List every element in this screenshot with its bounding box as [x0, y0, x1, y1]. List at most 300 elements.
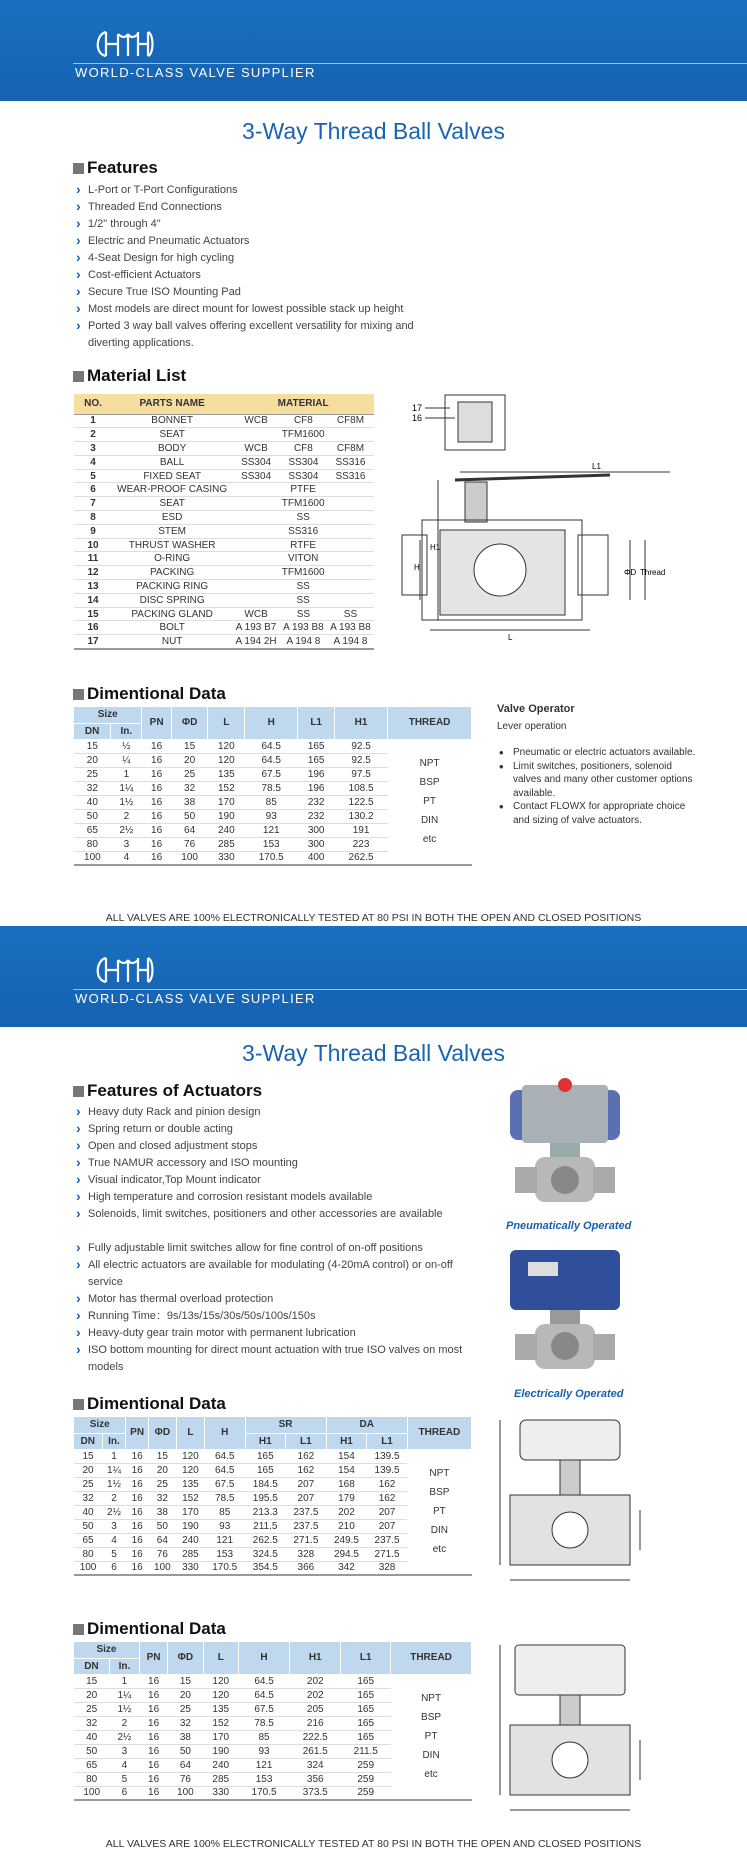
- table-cell: 16: [142, 795, 171, 809]
- col-size: Size: [74, 707, 142, 723]
- table-cell: 16: [139, 1786, 167, 1800]
- table-cell: 2½: [111, 823, 142, 837]
- table-cell: 16: [139, 1716, 167, 1730]
- dim-l-label: L: [508, 633, 513, 642]
- material-list-heading: Material List: [73, 366, 186, 386]
- table-cell: 162: [286, 1449, 327, 1463]
- table-cell: 38: [171, 795, 208, 809]
- table-cell: 162: [367, 1491, 408, 1505]
- thread-type: BSP: [429, 1487, 450, 1499]
- dim-data-heading-3: Dimentional Data: [73, 1619, 226, 1639]
- table-cell: 20: [171, 753, 208, 767]
- table-cell: STEM: [112, 524, 232, 538]
- table-cell: 195.5: [245, 1491, 286, 1505]
- dim-d-label: ΦD: [624, 568, 637, 577]
- dim-h-label: H: [414, 563, 420, 572]
- col-h1: H1: [290, 1642, 341, 1674]
- table-cell: 92.5: [335, 753, 388, 767]
- dim-l1-label: L1: [592, 462, 601, 471]
- electric-caption: Electrically Operated: [514, 1388, 624, 1400]
- table-cell: 211.5: [245, 1519, 286, 1533]
- table-cell: A 193 B7: [232, 621, 280, 635]
- table-cell: 32: [74, 1491, 102, 1505]
- table-cell: 222.5: [290, 1730, 341, 1744]
- table-cell: 330: [176, 1561, 204, 1575]
- valve-operator-bullets: [497, 746, 697, 827]
- table-row: [74, 1674, 472, 1688]
- table-cell: 16: [139, 1730, 167, 1744]
- table-cell: TFM1600: [232, 566, 374, 580]
- col-d: ΦD: [148, 1417, 176, 1449]
- table-cell: 10: [74, 538, 112, 552]
- square-bullet-icon: [73, 371, 84, 382]
- dim-table-3: [74, 1642, 472, 1801]
- table-cell: SEAT: [112, 428, 232, 442]
- feature-item: › Visual indicator,Top Mount indicator: [74, 1172, 474, 1189]
- table-cell: CF8M: [327, 442, 374, 456]
- col-sr-l1: L1: [286, 1433, 327, 1449]
- table-cell: 50: [74, 809, 111, 823]
- table-cell: 202: [290, 1688, 341, 1702]
- col-l: L: [203, 1642, 238, 1674]
- table-cell: A 193 B8: [280, 621, 327, 635]
- table-cell: 64: [171, 823, 208, 837]
- table-cell: 165: [341, 1688, 391, 1702]
- company-logo: [92, 28, 154, 60]
- feature-item: › Threaded End Connections: [74, 199, 414, 216]
- table-cell: 170: [208, 795, 245, 809]
- table-row: [74, 414, 374, 428]
- table-cell: 152: [208, 781, 245, 795]
- table-cell: 130.2: [335, 809, 388, 823]
- table-cell: 232: [298, 795, 335, 809]
- table-cell: 1: [109, 1674, 139, 1688]
- test-footer-2: ALL VALVES ARE 100% ELECTRONICALLY TESTED AT 80 PSI IN BOTH THE OPEN AND CLOSED POSITIONS: [105, 1838, 642, 1850]
- table-cell: 373.5: [290, 1786, 341, 1800]
- table-cell: 100: [74, 1786, 109, 1800]
- feature-item: › Secure True ISO Mounting Pad: [74, 284, 414, 301]
- table-row: [74, 442, 374, 456]
- table-cell: 152: [176, 1491, 204, 1505]
- table-cell: 232: [298, 809, 335, 823]
- table-cell: 38: [148, 1505, 176, 1519]
- table-cell: 80: [74, 1547, 102, 1561]
- table-cell: 165: [341, 1716, 391, 1730]
- feature-item: › Electric and Pneumatic Actuators: [74, 233, 414, 250]
- table-cell: 196: [298, 767, 335, 781]
- table-cell: 16: [142, 837, 171, 851]
- table-cell: 240: [208, 823, 245, 837]
- table-cell: 1½: [109, 1702, 139, 1716]
- table-cell: 16: [126, 1547, 148, 1561]
- dim-h1-label: H1: [430, 543, 441, 552]
- valve-operator-panel: [497, 703, 697, 827]
- table-cell: 191: [335, 823, 388, 837]
- table-cell: 300: [298, 823, 335, 837]
- table-cell: 328: [367, 1561, 408, 1575]
- col-l1: L1: [341, 1642, 391, 1674]
- table-cell: 20: [74, 1688, 109, 1702]
- table-cell: 237.5: [286, 1505, 327, 1519]
- table-cell: PTFE: [232, 483, 374, 497]
- table-cell: PACKING RING: [112, 580, 232, 594]
- feature-item: › Heavy duty Rack and pinion design: [74, 1104, 474, 1121]
- table-cell: ½: [111, 739, 142, 753]
- table-cell: 168: [326, 1477, 367, 1491]
- table-cell: BONNET: [112, 414, 232, 428]
- table-cell: 32: [171, 781, 208, 795]
- col-size: Size: [74, 1642, 139, 1658]
- table-row: [74, 739, 472, 753]
- thread-type: DIN: [422, 1750, 440, 1762]
- col-pn: PN: [142, 707, 171, 739]
- table-cell: 211.5: [341, 1744, 391, 1758]
- table-cell: 16: [139, 1744, 167, 1758]
- dim-data-heading-2: Dimentional Data: [73, 1394, 226, 1414]
- table-cell: 190: [203, 1744, 238, 1758]
- feature-item: › Cost-efficient Actuators: [74, 267, 414, 284]
- table-cell: SS: [232, 593, 374, 607]
- table-row: [74, 607, 374, 621]
- col-in: In.: [111, 723, 142, 739]
- table-cell: 15: [74, 607, 112, 621]
- table-cell: 184.5: [245, 1477, 286, 1491]
- table-cell: 25: [74, 1477, 102, 1491]
- electric-valve-drawing: [490, 1640, 650, 1825]
- square-bullet-icon: [73, 1399, 84, 1410]
- table-cell: 165: [341, 1674, 391, 1688]
- table-cell: 170.5: [238, 1786, 289, 1800]
- table-cell: 207: [286, 1477, 327, 1491]
- dim-table-2: [74, 1417, 472, 1576]
- table-cell: 93: [204, 1519, 245, 1533]
- thread-type: DIN: [420, 815, 439, 827]
- banner-tagline: WORLD-CLASS VALVE SUPPLIER: [75, 65, 316, 80]
- table-cell: 1½: [102, 1477, 126, 1491]
- table-row: [74, 469, 374, 483]
- pneumatic-actuator-image: [500, 1075, 640, 1215]
- table-cell: 196: [298, 781, 335, 795]
- table-cell: 165: [341, 1702, 391, 1716]
- dim-table-1: [74, 707, 472, 866]
- table-cell: 16: [139, 1688, 167, 1702]
- valve-operator-sub: Lever operation: [497, 721, 567, 732]
- table-cell: 259: [341, 1772, 391, 1786]
- feature-item: › Heavy-duty gear train motor with permanent lubrication: [74, 1325, 474, 1342]
- table-cell: 2½: [102, 1505, 126, 1519]
- table-cell: 16: [126, 1463, 148, 1477]
- square-bullet-icon: [73, 1624, 84, 1635]
- table-cell: 121: [245, 823, 298, 837]
- table-cell: 202: [290, 1674, 341, 1688]
- table-cell: 4: [74, 455, 112, 469]
- company-logo: [92, 954, 154, 986]
- material-col-header: NO.: [74, 394, 112, 414]
- operator-bullet: • Contact FLOWX for appropriate choice and sizing of valve actuators.: [497, 800, 697, 827]
- table-cell: SS: [232, 511, 374, 525]
- table-row: [74, 580, 374, 594]
- table-cell: 20: [168, 1688, 203, 1702]
- table-cell: 190: [176, 1519, 204, 1533]
- table-cell: 324.5: [245, 1547, 286, 1561]
- col-da: DA: [326, 1417, 407, 1433]
- table-cell: 4: [102, 1533, 126, 1547]
- table-cell: 16: [139, 1758, 167, 1772]
- operator-bullet: • Limit switches, positioners, solenoid valves and many other customer options available.: [497, 760, 697, 801]
- table-cell: 25: [168, 1702, 203, 1716]
- thread-type: NPT: [421, 1693, 442, 1705]
- col-d: ΦD: [171, 707, 208, 739]
- table-cell: 32: [74, 781, 111, 795]
- table-cell: 67.5: [245, 767, 298, 781]
- thread-type: etc: [432, 1544, 447, 1556]
- feature-item: › Most models are direct mount for lowest possible stack up height: [74, 301, 414, 318]
- table-cell: RTFE: [232, 538, 374, 552]
- thread-types-cell: [407, 1449, 471, 1575]
- table-cell: 120: [176, 1449, 204, 1463]
- table-cell: 120: [208, 739, 245, 753]
- table-cell: SEAT: [112, 497, 232, 511]
- table-cell: 121: [204, 1533, 245, 1547]
- table-cell: 237.5: [367, 1533, 408, 1547]
- table-cell: 65: [74, 823, 111, 837]
- table-row: [74, 593, 374, 607]
- table-cell: 262.5: [245, 1533, 286, 1547]
- table-cell: 32: [148, 1491, 176, 1505]
- table-cell: A 194 8: [327, 635, 374, 649]
- table-cell: 5: [74, 469, 112, 483]
- table-cell: 78.5: [245, 781, 298, 795]
- table-cell: 80: [74, 837, 111, 851]
- col-d: ΦD: [168, 1642, 203, 1674]
- table-cell: WCB: [232, 414, 280, 428]
- table-cell: 32: [74, 1716, 109, 1730]
- table-cell: 152: [203, 1716, 238, 1730]
- table-cell: 100: [74, 1561, 102, 1575]
- col-l: L: [176, 1417, 204, 1449]
- actuator-features-list: [74, 1104, 474, 1223]
- table-cell: 285: [208, 837, 245, 851]
- table-cell: 1¼: [109, 1688, 139, 1702]
- table-cell: WCB: [232, 442, 280, 456]
- table-cell: 15: [74, 1674, 109, 1688]
- table-row: [74, 1449, 472, 1463]
- table-cell: 205: [290, 1702, 341, 1716]
- table-row: [74, 538, 374, 552]
- table-cell: 330: [203, 1786, 238, 1800]
- table-cell: WEAR-PROOF CASING: [112, 483, 232, 497]
- part-17-label: 17: [412, 403, 423, 413]
- table-cell: 15: [171, 739, 208, 753]
- table-cell: SS316: [327, 469, 374, 483]
- table-cell: 25: [171, 767, 208, 781]
- part-16-label: 16: [412, 413, 423, 423]
- table-cell: 50: [74, 1744, 109, 1758]
- table-cell: 1: [102, 1449, 126, 1463]
- pneumatic-valve-drawing: [490, 1415, 650, 1600]
- table-row: [74, 483, 374, 497]
- col-h1: H1: [335, 707, 388, 739]
- thread-types-cell: [388, 739, 472, 865]
- table-cell: 1: [111, 767, 142, 781]
- thread-type: PT: [423, 796, 436, 808]
- table-cell: SS: [327, 607, 374, 621]
- table-cell: 16: [139, 1702, 167, 1716]
- table-cell: 15: [148, 1449, 176, 1463]
- table-cell: 40: [74, 795, 111, 809]
- table-cell: 76: [168, 1772, 203, 1786]
- table-row: [74, 455, 374, 469]
- features-heading: Features: [73, 158, 158, 178]
- feature-item: › Fully adjustable limit switches allow for fine control of on-off positions: [74, 1240, 474, 1257]
- feature-item: › Running Time：9s/13s/15s/30s/50s/100s/150s: [74, 1308, 474, 1325]
- table-cell: SS: [280, 607, 327, 621]
- table-cell: 16: [142, 753, 171, 767]
- table-cell: 6: [74, 483, 112, 497]
- col-in: In.: [109, 1658, 139, 1674]
- feature-item: › Motor has thermal overload protection: [74, 1291, 474, 1308]
- features-list: [74, 182, 414, 352]
- col-l1: L1: [298, 707, 335, 739]
- col-h: H: [238, 1642, 289, 1674]
- banner-tagline: WORLD-CLASS VALVE SUPPLIER: [75, 991, 316, 1006]
- table-cell: 7: [74, 497, 112, 511]
- table-cell: 249.5: [326, 1533, 367, 1547]
- table-cell: 3: [111, 837, 142, 851]
- table-cell: 240: [203, 1758, 238, 1772]
- table-cell: 16: [74, 621, 112, 635]
- table-cell: 16: [126, 1505, 148, 1519]
- table-cell: 16: [126, 1477, 148, 1491]
- col-sr: SR: [245, 1417, 326, 1433]
- table-cell: 356: [290, 1772, 341, 1786]
- thread-type: PT: [424, 1731, 438, 1743]
- table-cell: 330: [208, 851, 245, 865]
- table-cell: 50: [148, 1519, 176, 1533]
- table-cell: 64: [148, 1533, 176, 1547]
- table-cell: 64: [168, 1758, 203, 1772]
- table-cell: 1¼: [111, 781, 142, 795]
- table-cell: 20: [74, 1463, 102, 1477]
- table-cell: 135: [208, 767, 245, 781]
- table-cell: THRUST WASHER: [112, 538, 232, 552]
- table-cell: 64.5: [238, 1674, 289, 1688]
- table-cell: 16: [126, 1561, 148, 1575]
- table-cell: A 194 2H: [232, 635, 280, 649]
- table-cell: 100: [168, 1786, 203, 1800]
- table-cell: A 193 B8: [327, 621, 374, 635]
- table-cell: 85: [245, 795, 298, 809]
- table-cell: 50: [74, 1519, 102, 1533]
- table-cell: 16: [142, 739, 171, 753]
- feature-item: › L-Port or T-Port Configurations: [74, 182, 414, 199]
- table-cell: 25: [74, 1702, 109, 1716]
- table-cell: 223: [335, 837, 388, 851]
- table-cell: 366: [286, 1561, 327, 1575]
- table-cell: 285: [203, 1772, 238, 1786]
- feature-item: › Ported 3 way ball valves offering excellent versatility for mixing and diverting applications.: [74, 318, 414, 352]
- col-pn: PN: [126, 1417, 148, 1449]
- table-cell: 170: [176, 1505, 204, 1519]
- header-banner-2: [0, 926, 747, 1027]
- header-banner: [0, 0, 747, 101]
- table-cell: 2: [109, 1716, 139, 1730]
- table-cell: CF8: [280, 442, 327, 456]
- table-cell: DISC SPRING: [112, 593, 232, 607]
- feature-item: › Solenoids, limit switches, positioners and other accessories are available: [74, 1206, 474, 1223]
- feature-item: › All electric actuators are available for modulating (4-20mA control) or on-off service: [74, 1257, 474, 1291]
- table-cell: BOLT: [112, 621, 232, 635]
- table-cell: 5: [109, 1772, 139, 1786]
- table-cell: 165: [298, 753, 335, 767]
- table-cell: 3: [74, 442, 112, 456]
- table-cell: 16: [126, 1491, 148, 1505]
- table-cell: 16: [139, 1772, 167, 1786]
- table-cell: 100: [74, 851, 111, 865]
- material-col-header: MATERIAL: [232, 394, 374, 414]
- table-cell: 32: [168, 1716, 203, 1730]
- square-bullet-icon: [73, 689, 84, 700]
- table-cell: 120: [203, 1674, 238, 1688]
- table-cell: 120: [208, 753, 245, 767]
- table-cell: 8: [74, 511, 112, 525]
- table-cell: 100: [148, 1561, 176, 1575]
- table-cell: 210: [326, 1519, 367, 1533]
- table-cell: 78.5: [238, 1716, 289, 1730]
- col-da-l1: L1: [367, 1433, 408, 1449]
- table-cell: BODY: [112, 442, 232, 456]
- col-dn: DN: [74, 1658, 109, 1674]
- table-cell: SS316: [232, 524, 374, 538]
- table-cell: A 194 8: [280, 635, 327, 649]
- table-cell: 294.5: [326, 1547, 367, 1561]
- table-cell: VITON: [232, 552, 374, 566]
- table-cell: 4: [111, 851, 142, 865]
- table-cell: O-RING: [112, 552, 232, 566]
- table-cell: 65: [74, 1533, 102, 1547]
- table-cell: PACKING: [112, 566, 232, 580]
- table-cell: 85: [204, 1505, 245, 1519]
- table-cell: CF8: [280, 414, 327, 428]
- table-cell: 67.5: [204, 1477, 245, 1491]
- table-cell: SS: [232, 580, 374, 594]
- table-cell: 14: [74, 593, 112, 607]
- table-cell: 165: [245, 1449, 286, 1463]
- pneumatic-caption: Pneumatically Operated: [506, 1220, 632, 1232]
- table-cell: 15: [168, 1674, 203, 1688]
- valve-section-drawing: [400, 390, 700, 670]
- thread-type: BSP: [419, 777, 440, 789]
- table-cell: 139.5: [367, 1463, 408, 1477]
- table-cell: 259: [341, 1758, 391, 1772]
- table-cell: 64.5: [245, 739, 298, 753]
- table-cell: SS304: [232, 455, 280, 469]
- table-cell: SS316: [327, 455, 374, 469]
- table-cell: PACKING GLAND: [112, 607, 232, 621]
- actuator-features-heading: Features of Actuators: [73, 1081, 262, 1101]
- table-cell: 3: [102, 1519, 126, 1533]
- table-cell: 16: [126, 1533, 148, 1547]
- table-cell: SS304: [280, 455, 327, 469]
- table-cell: 216: [290, 1716, 341, 1730]
- table-row: [74, 552, 374, 566]
- table-cell: 20: [74, 753, 111, 767]
- table-cell: 190: [208, 809, 245, 823]
- table-cell: 213.3: [245, 1505, 286, 1519]
- feature-item: › High temperature and corrosion resistant models available: [74, 1189, 474, 1206]
- table-cell: 1½: [111, 795, 142, 809]
- table-row: [74, 621, 374, 635]
